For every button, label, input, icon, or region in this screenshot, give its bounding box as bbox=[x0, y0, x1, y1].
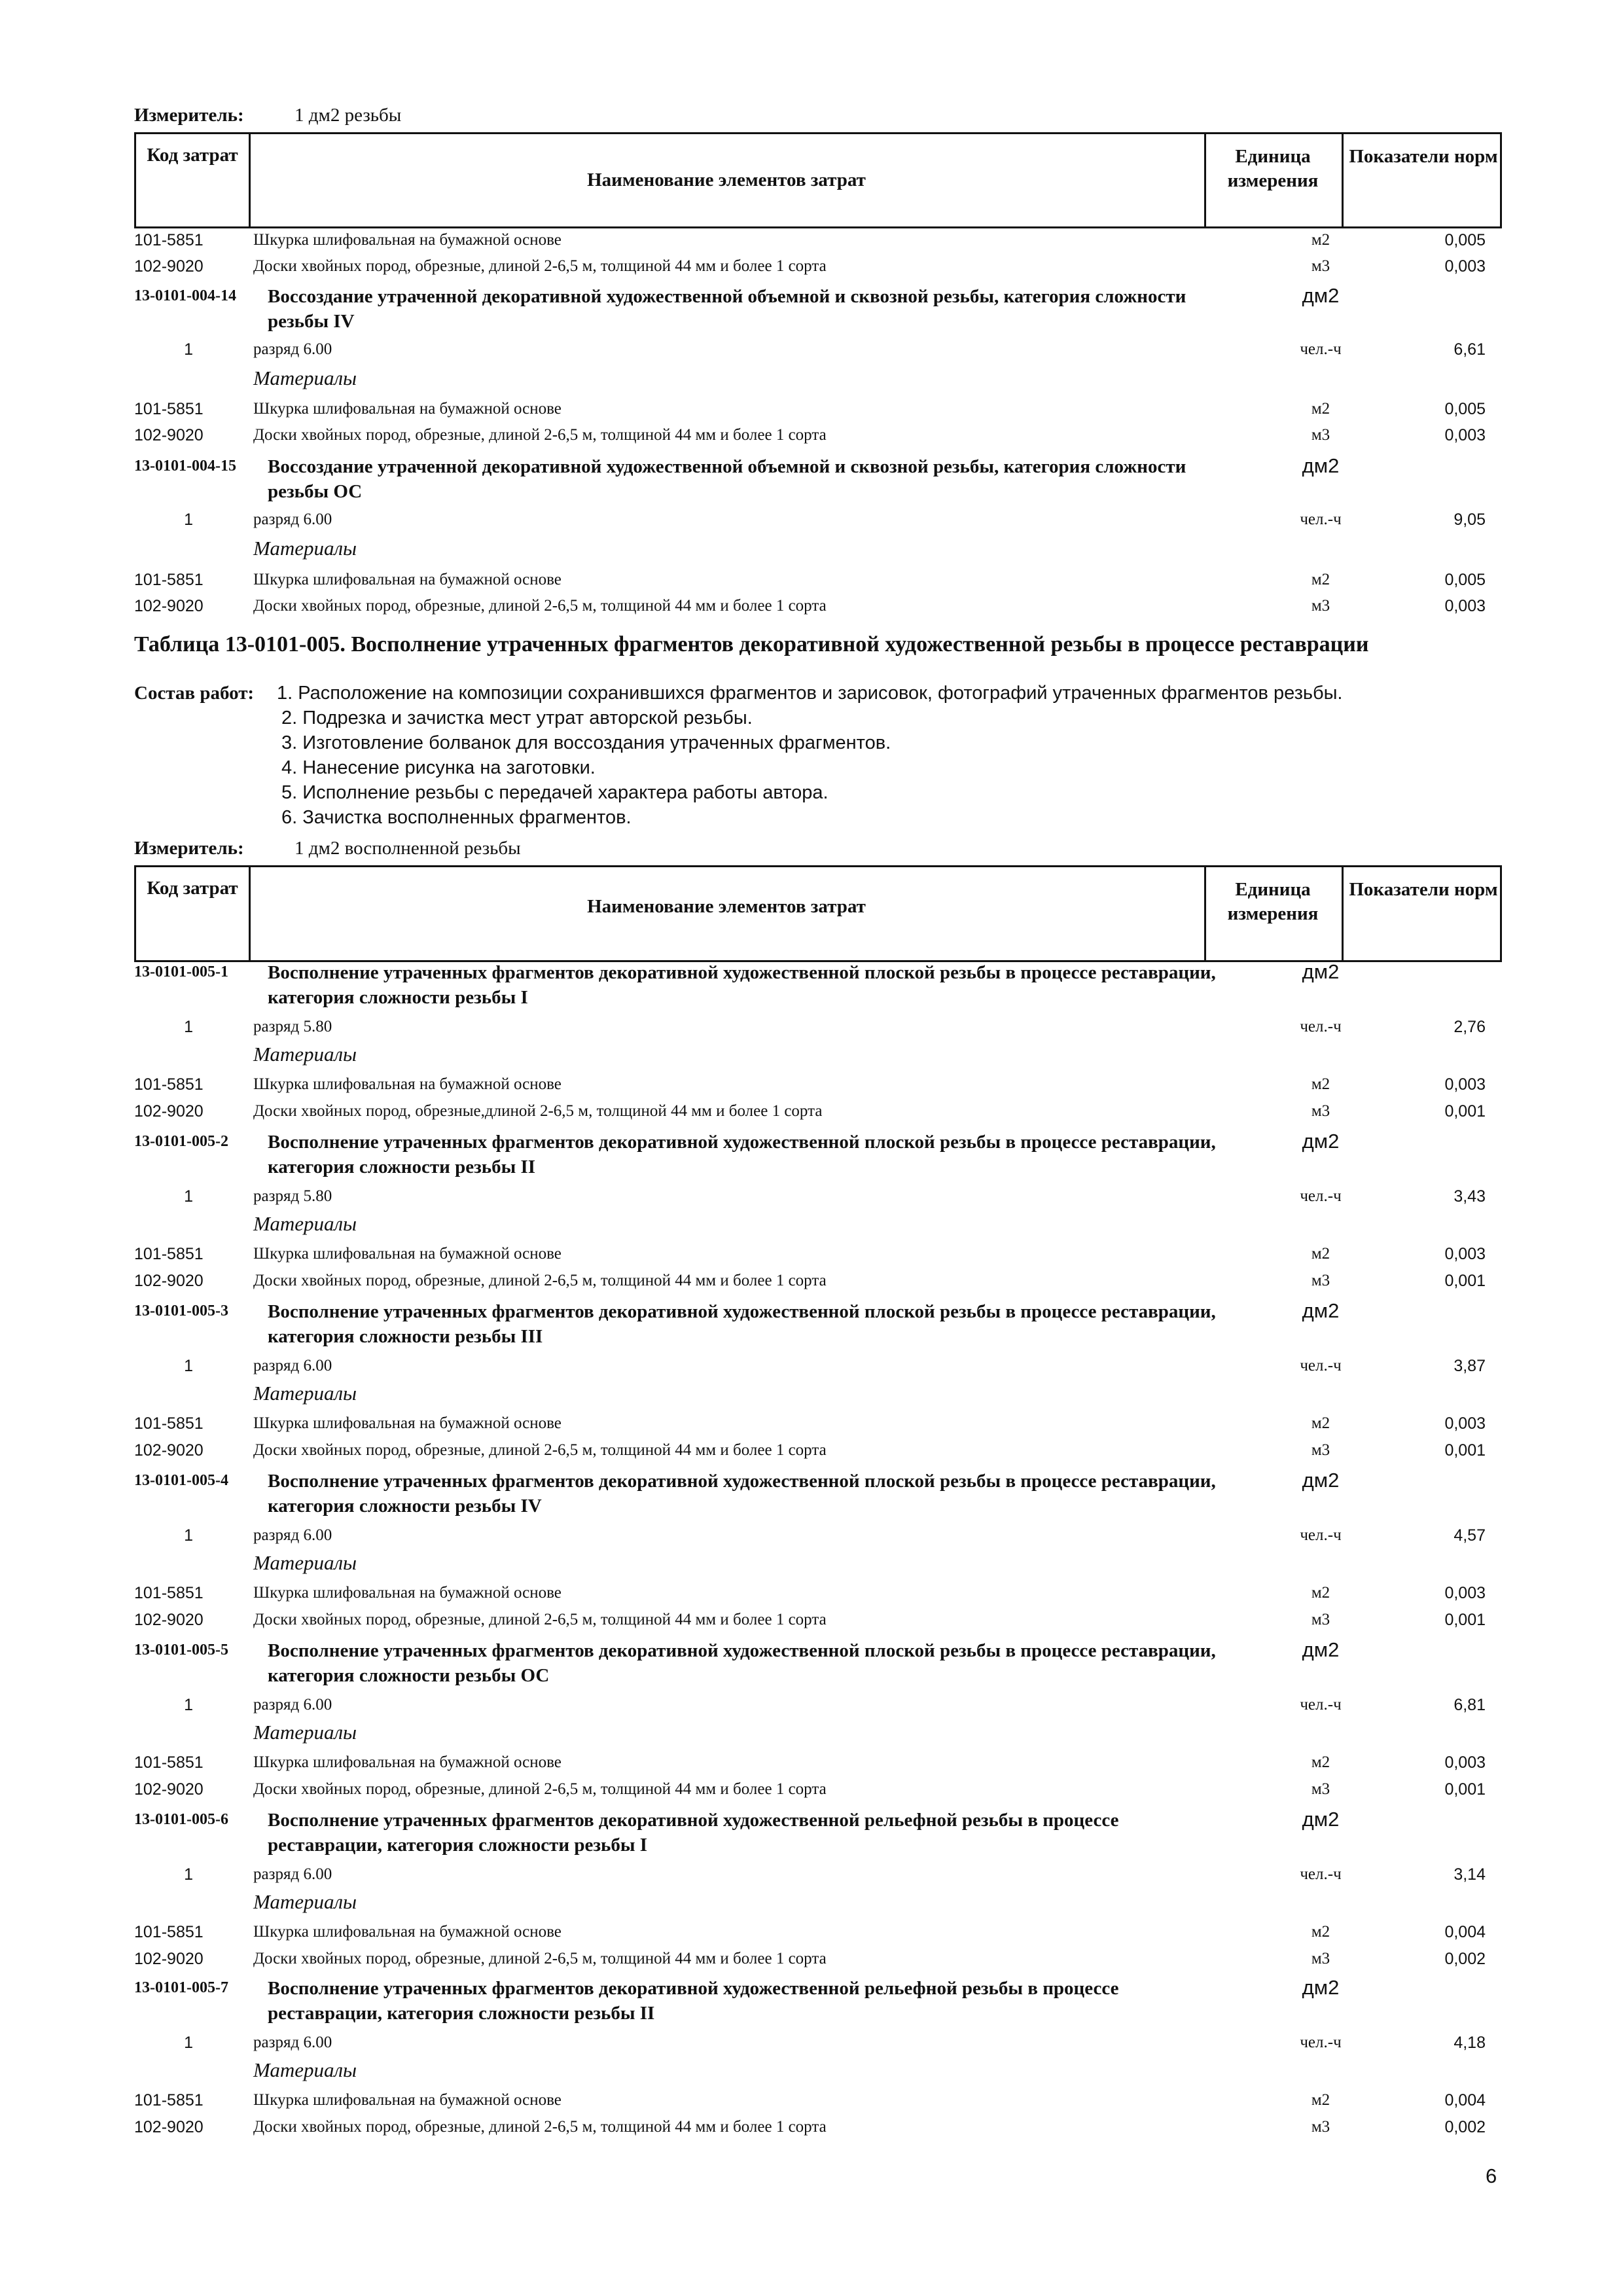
entry-unit: дм2 bbox=[1302, 284, 1340, 307]
labor-name: разряд 5.80 bbox=[253, 1018, 332, 1035]
table-row bbox=[134, 567, 1502, 593]
labor-name: разряд 6.00 bbox=[253, 340, 332, 358]
labor-row bbox=[134, 1861, 1502, 1888]
measure-label: Измеритель: bbox=[134, 105, 244, 126]
materials-label: Материалы bbox=[253, 1721, 357, 1744]
row-code: 102-9020 bbox=[134, 257, 204, 276]
entry-unit: дм2 bbox=[1302, 1638, 1340, 1661]
materials-label: Материалы bbox=[253, 367, 357, 389]
header-unit: Единица измерения bbox=[1227, 146, 1319, 191]
table-row bbox=[134, 396, 1502, 422]
row-value: 0,004 bbox=[1444, 2091, 1486, 2109]
row-unit: м2 bbox=[1311, 1075, 1330, 1093]
measure-label: Измеритель: bbox=[134, 838, 244, 859]
row-value: 0,003 bbox=[1444, 426, 1486, 444]
labor-unit: чел.-ч bbox=[1300, 1018, 1342, 1035]
table-row bbox=[134, 1919, 1502, 1945]
header-code: Код затрат bbox=[147, 145, 238, 166]
row-code: 101-5851 bbox=[134, 1414, 204, 1433]
labor-value: 3,14 bbox=[1454, 1865, 1486, 1884]
labor-code: 1 bbox=[184, 1526, 193, 1545]
materials-label-row bbox=[134, 2057, 1502, 2083]
table-title: Таблица 13-0101-005. Восполнение утраченных фрагментов декоративной художественной резьбы в процессе реставрации bbox=[134, 632, 1369, 656]
labor-name: разряд 6.00 bbox=[253, 1696, 332, 1713]
table-row bbox=[134, 422, 1502, 448]
table-row bbox=[134, 1749, 1502, 1776]
row-unit: м2 bbox=[1311, 2091, 1330, 2109]
row-name: Шкурка шлифовальная на бумажной основе bbox=[253, 2091, 562, 2109]
row-name: Доски хвойных пород, обрезные, длиной 2-6,5 м, толщиной 44 мм и более 1 сорта bbox=[253, 1950, 827, 1967]
entry-code: 13-0101-005-5 bbox=[134, 1641, 228, 1659]
entry-title: Восполнение утраченных фрагментов декоративной художественной плоской резьбы в процессе реставрации, категория сложности резьбы II bbox=[268, 1132, 1216, 1177]
table-header bbox=[134, 865, 1502, 962]
row-name: Шкурка шлифовальная на бумажной основе bbox=[253, 1414, 562, 1432]
labor-code: 1 bbox=[184, 1357, 193, 1375]
materials-label: Материалы bbox=[253, 1212, 357, 1235]
header-code: Код затрат bbox=[147, 878, 238, 899]
row-code: 101-5851 bbox=[134, 231, 204, 249]
row-name: Доски хвойных пород, обрезные, длиной 2-6,5 м, толщиной 44 мм и более 1 сорта bbox=[253, 2118, 827, 2136]
labor-unit: чел.-ч bbox=[1300, 2034, 1342, 2051]
row-value: 0,004 bbox=[1444, 1923, 1486, 1941]
row-name: Шкурка шлифовальная на бумажной основе bbox=[253, 1075, 562, 1093]
labor-name: разряд 5.80 bbox=[253, 1187, 332, 1205]
entry-title: Воссоздание утраченной декоративной художественной объемной и сквозной резьбы, категория сложности резьбы ОС bbox=[268, 456, 1186, 502]
materials-label: Материалы bbox=[253, 1890, 357, 1913]
materials-label: Материалы bbox=[253, 2058, 357, 2081]
row-value: 0,005 bbox=[1444, 400, 1486, 418]
row-name: Доски хвойных пород, обрезные, длиной 2-6,5 м, толщиной 44 мм и более 1 сорта bbox=[253, 1441, 827, 1459]
materials-label-row bbox=[134, 1211, 1502, 1237]
row-code: 102-9020 bbox=[134, 1950, 204, 1968]
labor-code: 1 bbox=[184, 511, 193, 529]
entry-title: Воссоздание утраченной декоративной художественной объемной и сквозной резьбы, категория сложности резьбы IV bbox=[268, 286, 1186, 332]
row-name: Доски хвойных пород, обрезные, длиной 2-6,5 м, толщиной 44 мм и более 1 сорта bbox=[253, 1780, 827, 1798]
entry-code: 13-0101-005-1 bbox=[134, 963, 228, 980]
entry-unit: дм2 bbox=[1302, 1469, 1340, 1492]
labor-name: разряд 6.00 bbox=[253, 1357, 332, 1374]
materials-label: Материалы bbox=[253, 1551, 357, 1574]
row-unit: м3 bbox=[1311, 1441, 1330, 1459]
row-unit: м3 bbox=[1311, 1272, 1330, 1289]
table-row bbox=[134, 1946, 1502, 1972]
labor-value: 3,43 bbox=[1454, 1187, 1486, 1206]
row-value: 0,001 bbox=[1444, 1780, 1486, 1799]
row-code: 101-5851 bbox=[134, 1923, 204, 1941]
row-unit: м2 bbox=[1311, 571, 1330, 588]
composition-label: Состав работ: bbox=[134, 683, 255, 704]
header-unit: Единица измерения bbox=[1227, 879, 1319, 924]
labor-value: 6,81 bbox=[1454, 1696, 1486, 1714]
table-row bbox=[134, 1241, 1502, 1267]
row-value: 0,003 bbox=[1444, 1245, 1486, 1263]
row-unit: м3 bbox=[1311, 597, 1330, 615]
labor-code: 1 bbox=[184, 1865, 193, 1884]
entry-code: 13-0101-005-4 bbox=[134, 1472, 228, 1489]
labor-name: разряд 6.00 bbox=[253, 2034, 332, 2051]
labor-code: 1 bbox=[184, 340, 193, 359]
labor-row bbox=[134, 1353, 1502, 1379]
row-value: 0,003 bbox=[1444, 1584, 1486, 1602]
entry-unit: дм2 bbox=[1302, 1808, 1340, 1831]
labor-code: 1 bbox=[184, 2034, 193, 2052]
composition-item: 2. Подрезка и зачистка мест утрат авторской резьбы. bbox=[281, 708, 753, 728]
row-name: Шкурка шлифовальная на бумажной основе bbox=[253, 400, 562, 418]
row-value: 0,005 bbox=[1444, 231, 1486, 249]
row-name: Шкурка шлифовальная на бумажной основе bbox=[253, 1584, 562, 1602]
row-value: 0,002 bbox=[1444, 2118, 1486, 2136]
row-unit: м2 bbox=[1311, 1923, 1330, 1941]
labor-row bbox=[134, 1522, 1502, 1549]
table-row bbox=[134, 1607, 1502, 1633]
table-row bbox=[134, 1776, 1502, 1803]
labor-row bbox=[134, 1014, 1502, 1040]
row-code: 102-9020 bbox=[134, 1102, 204, 1121]
table-row bbox=[134, 1580, 1502, 1606]
table-row bbox=[134, 1071, 1502, 1098]
row-unit: м2 bbox=[1311, 1414, 1330, 1432]
materials-label-row bbox=[134, 535, 1502, 562]
measure-line bbox=[134, 836, 521, 860]
row-value: 0,003 bbox=[1444, 1753, 1486, 1772]
table-row bbox=[134, 1098, 1502, 1124]
header-name: Наименование элементов затрат bbox=[587, 170, 866, 190]
entry-title: Восполнение утраченных фрагментов декоративной художественной плоской резьбы в процессе реставрации, категория сложности резьбы IV bbox=[268, 1471, 1216, 1516]
row-value: 0,001 bbox=[1444, 1102, 1486, 1121]
materials-label-row bbox=[134, 1719, 1502, 1746]
row-name: Шкурка шлифовальная на бумажной основе bbox=[253, 571, 562, 588]
entry-code: 13-0101-005-3 bbox=[134, 1302, 228, 1319]
labor-row bbox=[134, 1692, 1502, 1718]
header-norm: Показатели норм bbox=[1349, 879, 1498, 900]
row-unit: м2 bbox=[1311, 1753, 1330, 1771]
materials-label-row bbox=[134, 1041, 1502, 1067]
row-code: 102-9020 bbox=[134, 1780, 204, 1799]
table-row bbox=[134, 253, 1502, 279]
composition-item: 5. Исполнение резьбы с передачей характера работы автора. bbox=[281, 782, 829, 803]
entry-title: Восполнение утраченных фрагментов декоративной художественной плоской резьбы в процессе реставрации, категория сложности резьбы ОС bbox=[268, 1640, 1216, 1686]
materials-label: Материалы bbox=[253, 1043, 357, 1066]
entry-code: 13-0101-005-2 bbox=[134, 1133, 228, 1150]
row-value: 0,003 bbox=[1444, 1075, 1486, 1094]
labor-row bbox=[134, 2030, 1502, 2056]
composition-item: 3. Изготовление болванок для воссоздания утраченных фрагментов. bbox=[281, 732, 891, 753]
row-value: 0,005 bbox=[1444, 571, 1486, 589]
row-code: 101-5851 bbox=[134, 1075, 204, 1094]
labor-code: 1 bbox=[184, 1187, 193, 1206]
table-row bbox=[134, 1410, 1502, 1437]
materials-label-row bbox=[134, 1380, 1502, 1407]
table-row bbox=[134, 593, 1502, 619]
entry-code: 13-0101-004-14 bbox=[134, 287, 236, 304]
labor-row bbox=[134, 336, 1502, 363]
row-name: Доски хвойных пород, обрезные, длиной 2-6,5 м, толщиной 44 мм и более 1 сорта bbox=[253, 257, 827, 275]
row-name: Шкурка шлифовальная на бумажной основе bbox=[253, 231, 562, 249]
row-unit: м2 bbox=[1311, 1584, 1330, 1602]
row-code: 102-9020 bbox=[134, 1441, 204, 1460]
measure-value: 1 дм2 резьбы bbox=[294, 105, 402, 126]
labor-row bbox=[134, 1183, 1502, 1210]
labor-unit: чел.-ч bbox=[1300, 511, 1342, 528]
labor-name: разряд 6.00 bbox=[253, 1865, 332, 1883]
labor-unit: чел.-ч bbox=[1300, 1357, 1342, 1374]
row-name: Шкурка шлифовальная на бумажной основе bbox=[253, 1753, 562, 1771]
table-row bbox=[134, 227, 1502, 253]
row-unit: м3 bbox=[1311, 1611, 1330, 1628]
table-row bbox=[134, 1437, 1502, 1463]
row-unit: м3 bbox=[1311, 426, 1330, 444]
header-name: Наименование элементов затрат bbox=[587, 896, 866, 917]
table-row bbox=[134, 2114, 1502, 2140]
row-unit: м3 bbox=[1311, 1780, 1330, 1798]
row-unit: м3 bbox=[1311, 1102, 1330, 1120]
labor-value: 9,05 bbox=[1454, 511, 1486, 529]
materials-label: Материалы bbox=[253, 537, 357, 560]
row-unit: м3 bbox=[1311, 257, 1330, 275]
row-code: 101-5851 bbox=[134, 1245, 204, 1263]
materials-label-row bbox=[134, 1889, 1502, 1915]
row-name: Доски хвойных пород, обрезные, длиной 2-6,5 м, толщиной 44 мм и более 1 сорта bbox=[253, 597, 827, 615]
entry-unit: дм2 bbox=[1302, 454, 1340, 477]
materials-label-row bbox=[134, 365, 1502, 391]
row-name: Доски хвойных пород, обрезные, длиной 2-6,5 м, толщиной 44 мм и более 1 сорта bbox=[253, 1611, 827, 1628]
row-value: 0,002 bbox=[1444, 1950, 1486, 1968]
row-name: Шкурка шлифовальная на бумажной основе bbox=[253, 1923, 562, 1941]
composition-item: 6. Зачистка восполненных фрагментов. bbox=[281, 807, 632, 828]
labor-code: 1 bbox=[184, 1018, 193, 1036]
entry-unit: дм2 bbox=[1302, 960, 1340, 983]
measure-value: 1 дм2 восполненной резьбы bbox=[294, 838, 521, 859]
header-norm: Показатели норм bbox=[1349, 146, 1498, 167]
row-code: 102-9020 bbox=[134, 2118, 204, 2136]
labor-value: 6,61 bbox=[1454, 340, 1486, 359]
labor-name: разряд 6.00 bbox=[253, 1526, 332, 1544]
page-number: 6 bbox=[1486, 2164, 1497, 2187]
measure-line bbox=[134, 103, 401, 127]
labor-value: 4,57 bbox=[1454, 1526, 1486, 1545]
row-name: Доски хвойных пород, обрезные,длиной 2-6,5 м, толщиной 44 мм и более 1 сорта bbox=[253, 1102, 823, 1120]
row-unit: м2 bbox=[1311, 1245, 1330, 1263]
labor-value: 3,87 bbox=[1454, 1357, 1486, 1375]
table-row bbox=[134, 2087, 1502, 2113]
row-unit: м2 bbox=[1311, 231, 1330, 249]
materials-label: Материалы bbox=[253, 1382, 357, 1405]
materials-label-row bbox=[134, 1550, 1502, 1576]
row-value: 0,001 bbox=[1444, 1611, 1486, 1629]
row-code: 101-5851 bbox=[134, 2091, 204, 2109]
row-code: 102-9020 bbox=[134, 1611, 204, 1629]
entry-unit: дм2 bbox=[1302, 1976, 1340, 1999]
entry-code: 13-0101-005-7 bbox=[134, 1979, 228, 1996]
table-row bbox=[134, 1268, 1502, 1294]
table-header bbox=[134, 132, 1502, 228]
labor-unit: чел.-ч bbox=[1300, 340, 1342, 358]
row-value: 0,001 bbox=[1444, 1272, 1486, 1290]
row-code: 101-5851 bbox=[134, 1753, 204, 1772]
entry-title: Восполнение утраченных фрагментов декоративной художественной плоской резьбы в процессе реставрации, категория сложности резьбы I bbox=[268, 962, 1216, 1008]
entry-title: Восполнение утраченных фрагментов декоративной художественной плоской резьбы в процессе реставрации, категория сложности резьбы III bbox=[268, 1301, 1216, 1347]
row-code: 102-9020 bbox=[134, 426, 204, 444]
labor-unit: чел.-ч bbox=[1300, 1696, 1342, 1713]
row-code: 101-5851 bbox=[134, 571, 204, 589]
row-value: 0,003 bbox=[1444, 1414, 1486, 1433]
row-unit: м3 bbox=[1311, 2118, 1330, 2136]
row-code: 101-5851 bbox=[134, 400, 204, 418]
labor-row bbox=[134, 507, 1502, 533]
entry-title: Восполнение утраченных фрагментов декоративной художественной рельефной резьбы в процессе реставрации, категория сложности резьбы II bbox=[268, 1978, 1119, 2024]
composition-item: 4. Нанесение рисунка на заготовки. bbox=[281, 757, 596, 778]
labor-value: 2,76 bbox=[1454, 1018, 1486, 1036]
entry-code: 13-0101-005-6 bbox=[134, 1811, 228, 1828]
row-name: Доски хвойных пород, обрезные, длиной 2-6,5 м, толщиной 44 мм и более 1 сорта bbox=[253, 1272, 827, 1289]
row-value: 0,001 bbox=[1444, 1441, 1486, 1460]
labor-unit: чел.-ч bbox=[1300, 1187, 1342, 1205]
entry-unit: дм2 bbox=[1302, 1299, 1340, 1322]
row-code: 102-9020 bbox=[134, 597, 204, 615]
row-code: 101-5851 bbox=[134, 1584, 204, 1602]
row-unit: м3 bbox=[1311, 1950, 1330, 1967]
row-name: Шкурка шлифовальная на бумажной основе bbox=[253, 1245, 562, 1263]
entry-code: 13-0101-004-15 bbox=[134, 457, 236, 475]
entry-title: Восполнение утраченных фрагментов декоративной художественной рельефной резьбы в процессе реставрации, категория сложности резьбы I bbox=[268, 1810, 1119, 1856]
labor-value: 4,18 bbox=[1454, 2034, 1486, 2052]
entry-unit: дм2 bbox=[1302, 1130, 1340, 1153]
labor-unit: чел.-ч bbox=[1300, 1865, 1342, 1883]
labor-unit: чел.-ч bbox=[1300, 1526, 1342, 1544]
row-name: Доски хвойных пород, обрезные, длиной 2-6,5 м, толщиной 44 мм и более 1 сорта bbox=[253, 426, 827, 444]
row-code: 102-9020 bbox=[134, 1272, 204, 1290]
labor-name: разряд 6.00 bbox=[253, 511, 332, 528]
labor-code: 1 bbox=[184, 1696, 193, 1714]
row-value: 0,003 bbox=[1444, 257, 1486, 276]
composition-item: 1. Расположение на композиции сохранившихся фрагментов и зарисовок, фотографий утраченных фрагментов резьбы. bbox=[277, 683, 1343, 704]
row-unit: м2 bbox=[1311, 400, 1330, 418]
row-value: 0,003 bbox=[1444, 597, 1486, 615]
